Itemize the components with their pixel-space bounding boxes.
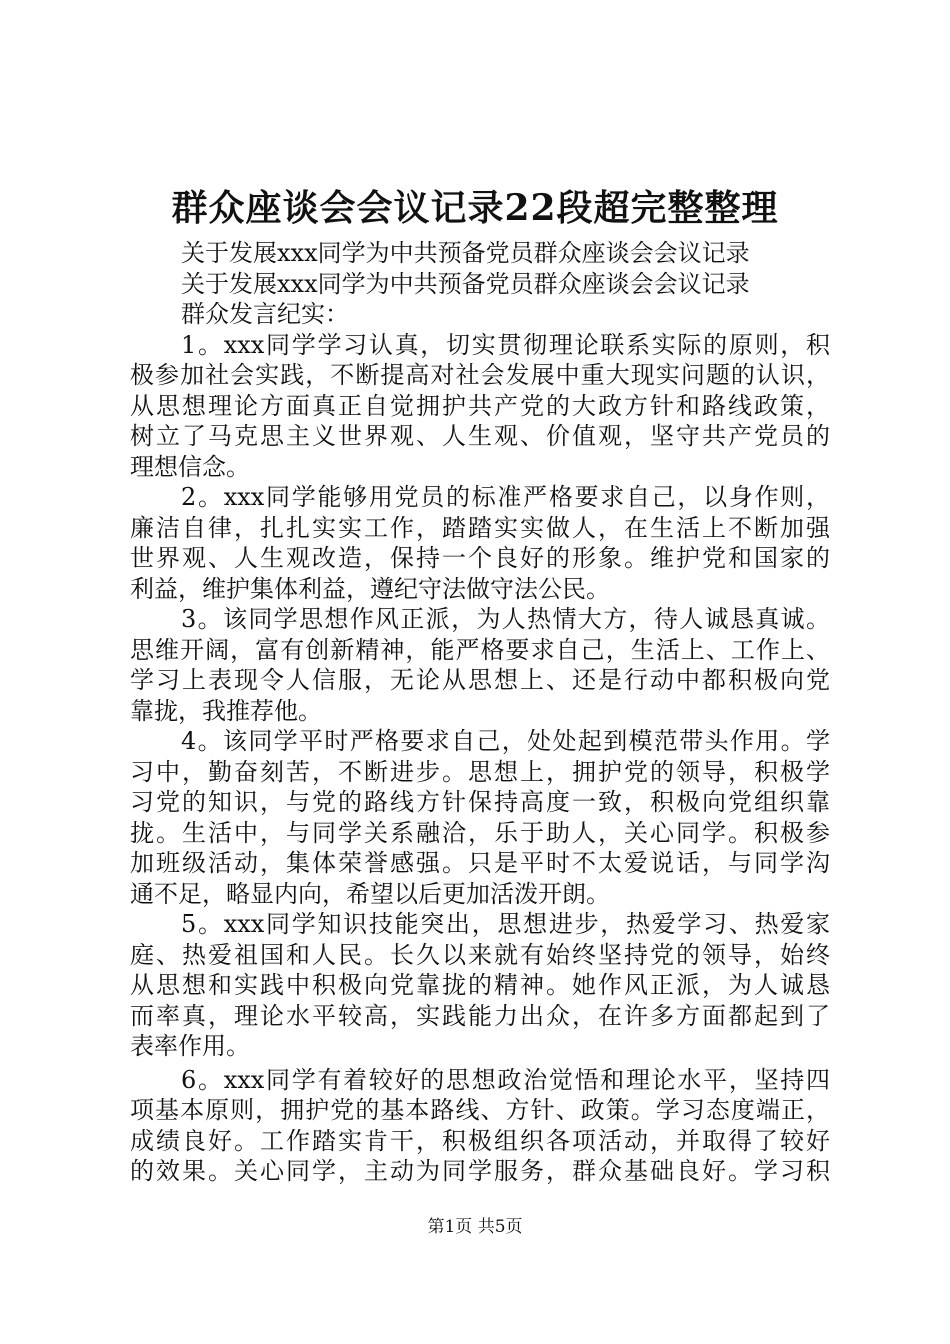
paragraph-line: 1。xxx同学学习认真，切实贯彻理论联系实际的原则，积 (181, 330, 830, 359)
paragraph-line: 成绩良好。工作踏实肯干，积极组织各项活动，并取得了较好 (130, 1126, 830, 1155)
paragraph-line: 6。xxx同学有着较好的思想政治觉悟和理论水平，坚持四 (181, 1065, 830, 1094)
paragraph-line: 庭、热爱祖国和人民。长久以来就有始终坚持党的领导，始终 (130, 940, 830, 969)
paragraph-line: 通不足，略显内向，希望以后更加活泼开朗。 (130, 879, 610, 908)
paragraph-5 (130, 909, 830, 1062)
paragraph-line: 5。xxx同学知识技能突出，思想进步，热爱学习、热爱家 (181, 910, 830, 938)
paragraph-line: 2。xxx同学能够用党员的标准严格要求自己，以身作则， (181, 483, 830, 511)
paragraph-4 (130, 726, 830, 909)
section-label: 群众发言纪实： (181, 300, 349, 328)
paragraph-line: 学习上表现令人信服，无论从思想上、还是行动中都积极向党 (130, 666, 830, 694)
paragraph-6 (130, 1065, 830, 1187)
paragraph-line: 而率真，理论水平较高，实践能力出众，在许多方面都起到了 (130, 1001, 830, 1030)
paragraph-line: 的效果。关心同学，主动为同学服务，群众基础良好。学习积 (130, 1157, 830, 1185)
paragraph-line: 理想信念。 (130, 452, 250, 481)
page-footer: 第1页 共5页 (427, 1217, 523, 1237)
paragraph-2 (130, 482, 830, 604)
paragraph-line: 表率作用。 (130, 1032, 250, 1060)
header-line: 关于发展xxx同学为中共预备党员群众座谈会会议记录 (181, 239, 750, 267)
paragraph-line: 4。该同学平时严格要求自己，处处起到模范带头作用。学 (181, 727, 830, 755)
paragraph-line: 树立了马克思主义世界观、人生观、价值观，坚守共产党员的 (130, 422, 830, 450)
paragraph-line: 世界观、人生观改造，保持一个良好的形象。维护党和国家的 (130, 544, 830, 572)
paragraph-line: 项基本原则，拥护党的基本路线、方针、政策。学习态度端正， (130, 1096, 830, 1124)
paragraph-line: 加班级活动，集体荣誉感强。只是平时不太爱说话，与同学沟 (130, 849, 830, 877)
paragraph-line: 思维开阔，富有创新精神，能严格要求自己，生活上、工作上、 (130, 635, 830, 664)
document-body (130, 238, 830, 1187)
paragraph-1 (130, 330, 830, 483)
paragraph-line: 习中，勤奋刻苦，不断进步。思想上，拥护党的领导，积极学 (130, 757, 830, 786)
paragraph-line: 从思想理论方面真正自觉拥护共产党的大政方针和路线政策， (130, 391, 830, 420)
paragraph-line: 习党的知识，与党的路线方针保持高度一致，积极向党组织靠 (130, 788, 830, 816)
paragraph-line: 3。该同学思想作风正派，为人热情大方，待人诚恳真诚。 (181, 605, 830, 633)
header-line: 关于发展xxx同学为中共预备党员群众座谈会会议记录 (181, 269, 750, 298)
document-title: 群众座谈会会议记录22段超完整整理 (171, 187, 779, 229)
paragraph-line: 廉洁自律，扎扎实实工作，踏踏实实做人，在生活上不断加强 (130, 513, 830, 542)
paragraph-line: 靠拢，我推荐他。 (130, 696, 322, 725)
paragraph-3 (130, 604, 830, 726)
paragraph-line: 极参加社会实践，不断提高对社会发展中重大现实问题的认识， (130, 361, 830, 389)
paragraph-line: 从思想和实践中积极向党靠拢的精神。她作风正派，为人诚恳 (130, 971, 830, 999)
paragraph-line: 利益，维护集体利益，遵纪守法做守法公民。 (130, 574, 610, 603)
paragraph-line: 拢。生活中，与同学关系融洽，乐于助人，关心同学。积极参 (130, 818, 830, 847)
